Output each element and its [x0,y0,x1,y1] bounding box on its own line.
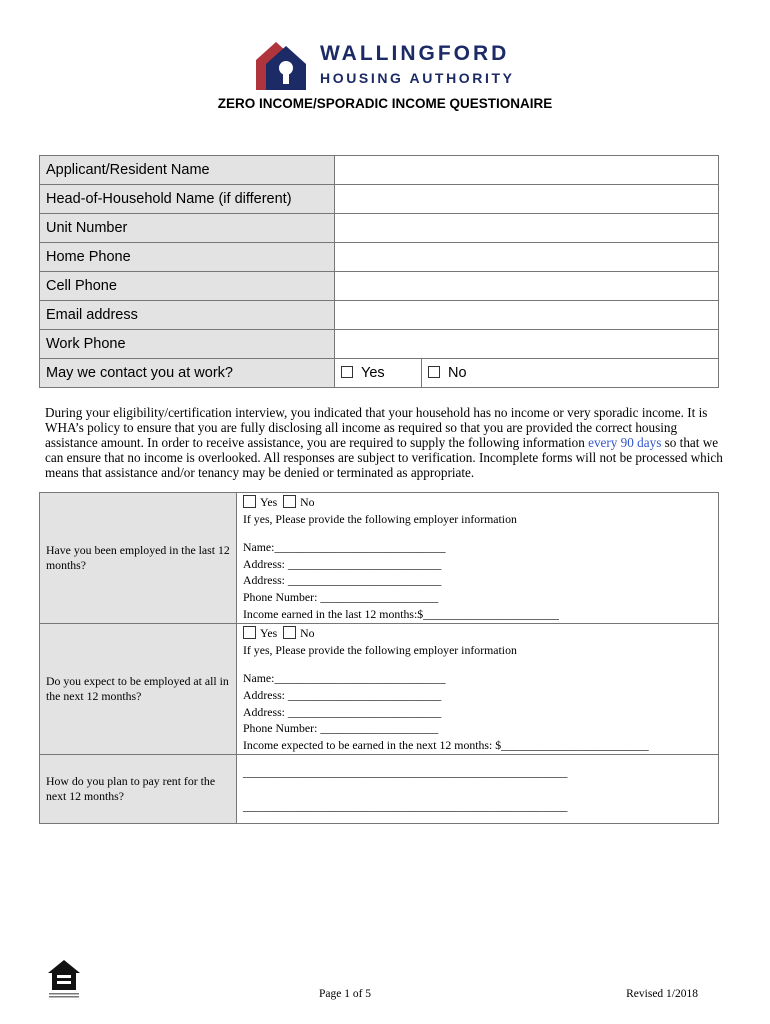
table-row [40,272,719,301]
field-label: Work Phone [40,330,335,359]
q1-options [243,494,712,511]
q2-address-line[interactable]: Address: __________________________ [243,704,442,719]
field-label: Head-of-Household Name (if different) [40,185,335,214]
unit-number-input[interactable] [335,214,719,243]
q2-yes-checkbox[interactable] [243,626,256,639]
intro-text: so that we can ensure that no income is overlooked. All responses are subject to verification. Incomplete forms will not be processed which means that assistance and/or tenancy may be denied or terminated as appropriate. [45,435,723,480]
org-name-line1: WALLINGFORD [320,42,510,65]
work-phone-input[interactable] [335,330,719,359]
table-row [40,214,719,243]
field-label: Applicant/Resident Name [40,156,335,185]
questions-table [39,492,719,824]
table-row [40,301,719,330]
q2-address-line[interactable]: Address: __________________________ [243,687,442,702]
question-label: Do you expect to be employed at all in the next 12 months? [40,624,237,755]
intro-paragraph [45,405,725,480]
table-row [40,330,719,359]
table-row [40,755,719,824]
option-label: Yes [260,626,278,641]
q2-answer-cell [237,624,719,755]
contact-no-option[interactable] [422,359,719,388]
q2-name-line[interactable]: Name:_____________________________ [243,671,446,686]
q1-address-line[interactable]: Address: __________________________ [243,556,442,571]
cell-phone-input[interactable] [335,272,719,301]
q2-no-checkbox[interactable] [283,626,296,639]
q1-phone-line[interactable]: Phone Number: ____________________ [243,589,439,604]
revision-date: Revised 1/2018 [626,988,698,1000]
org-name-line2: HOUSING AUTHORITY [320,70,515,86]
contact-yes-option[interactable] [335,359,422,388]
option-label: Yes [260,495,278,509]
field-label: Cell Phone [40,272,335,301]
question-label: How do you plan to pay rent for the next 12 months? [40,755,237,824]
option-label: Yes [361,365,385,381]
q3-answer-line[interactable]: _______________________________________________________ [243,799,568,814]
instruction-text: If yes, Please provide the following employer information [243,642,517,657]
checkbox[interactable] [428,366,440,378]
form-title: ZERO INCOME/SPORADIC INCOME QUESTIONAIRE [217,96,553,111]
table-row [40,493,719,624]
intro-highlight: every 90 days [588,435,662,450]
table-row [40,243,719,272]
table-row [40,156,719,185]
q2-phone-line[interactable]: Phone Number: ____________________ [243,721,439,736]
table-row [40,185,719,214]
field-label: Email address [40,301,335,330]
field-label: Home Phone [40,243,335,272]
email-input[interactable] [335,301,719,330]
option-label: No [300,626,315,641]
page-number: Page 1 of 5 [318,988,372,1000]
head-of-household-input[interactable] [335,185,719,214]
q1-income-line[interactable]: Income earned in the last 12 months:$_______________________ [243,606,559,621]
q1-answer-cell [237,493,719,624]
q3-answer-cell [237,755,719,824]
table-row [40,359,719,388]
q1-address-line[interactable]: Address: __________________________ [243,573,442,588]
question-label: Have you been employed in the last 12 months? [40,493,237,624]
home-phone-input[interactable] [335,243,719,272]
applicant-name-input[interactable] [335,156,719,185]
wha-logo [252,38,532,94]
field-label: Unit Number [40,214,335,243]
instruction-text: If yes, Please provide the following employer information [243,511,517,526]
checkbox[interactable] [341,366,353,378]
intro-text: During your eligibility/certification interview, you indicated that your household has no income or very sporadic income. It is WHA’s policy to ensure that you are fully disclosing all income as required so that you are provided the correct housing assistance amount. In order to receive assistance, you are required to supply the following information [45,405,708,450]
q2-income-line[interactable]: Income expected to be earned in the next 12 months: $_________________________ [243,737,649,752]
house-key-icon [252,38,312,94]
option-label: No [300,495,315,509]
q1-no-checkbox[interactable] [283,495,296,508]
table-row [40,624,719,755]
q3-answer-line[interactable]: _______________________________________________________ [243,764,568,779]
q1-name-line[interactable]: Name:_____________________________ [243,540,446,555]
option-label: No [448,365,467,381]
q2-options [243,625,712,642]
field-label: May we contact you at work? [40,359,335,388]
q1-yes-checkbox[interactable] [243,495,256,508]
applicant-info-table [39,155,719,388]
